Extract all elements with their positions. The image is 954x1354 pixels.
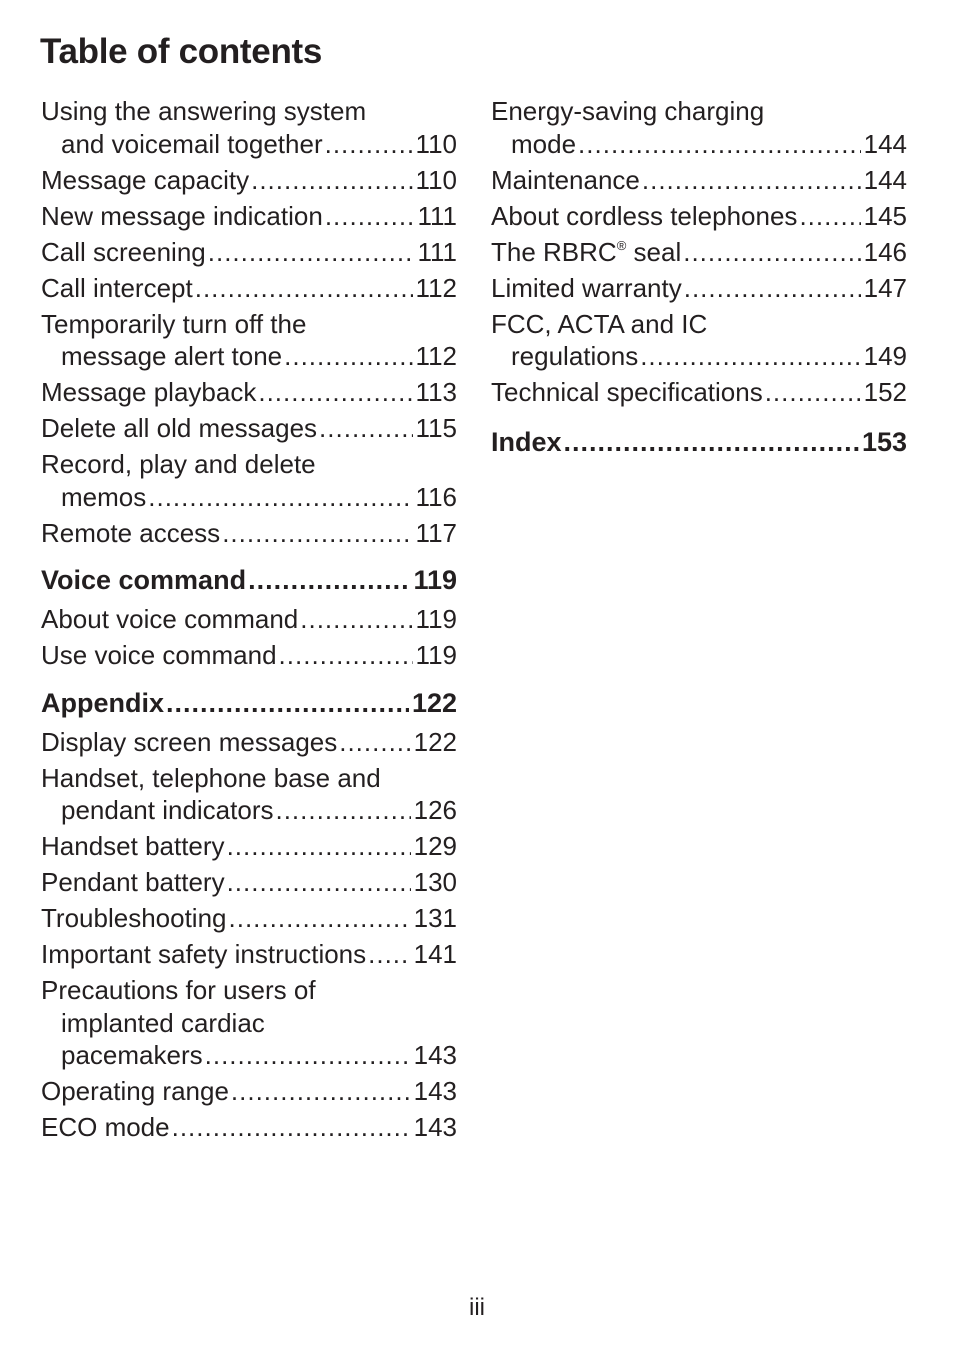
toc-entry-last-line — [41, 1039, 457, 1072]
dot-leader — [300, 603, 412, 636]
toc-entry[interactable] — [491, 236, 907, 269]
toc-entry-label: Call intercept — [41, 272, 193, 303]
toc-entry[interactable] — [41, 830, 457, 863]
registered-mark: ® — [616, 237, 627, 253]
toc-entry-last-line — [41, 376, 457, 409]
toc-entry-page: 143 — [413, 1112, 457, 1142]
toc-entry-label: Delete all old messages — [41, 413, 318, 443]
toc-entry-page: 111 — [417, 236, 457, 267]
toc-section-label: Voice command — [41, 565, 247, 595]
toc-entry-label: pendant indicators — [61, 795, 274, 825]
toc-entry-last-line — [41, 200, 457, 233]
toc-section-page: 119 — [413, 565, 457, 595]
toc-entry-label: Pendant battery — [41, 867, 225, 897]
dot-leader — [208, 236, 415, 269]
toc-entry[interactable] — [41, 603, 457, 636]
toc-entry-page: 152 — [863, 377, 907, 407]
toc-entry-label: ECO mode — [41, 1112, 170, 1142]
toc-entry[interactable] — [41, 164, 457, 197]
dot-leader — [284, 340, 412, 373]
toc-entry-last-line — [41, 1075, 457, 1108]
toc-entry-label: Technical specifications — [491, 377, 763, 407]
dot-leader — [205, 1039, 411, 1072]
toc-entry-last-line — [41, 412, 457, 445]
toc-section-appendix[interactable] — [41, 686, 457, 720]
toc-entry-page: 144 — [863, 164, 907, 195]
toc-entry-label-line: Temporarily turn off the — [41, 308, 307, 339]
toc-entry-page: 117 — [415, 517, 457, 548]
toc-section-label: Appendix — [41, 687, 165, 718]
toc-entry[interactable] — [41, 236, 457, 269]
dot-leader — [195, 272, 413, 305]
toc-entry[interactable] — [491, 164, 907, 197]
toc-section-voice-command[interactable] — [41, 563, 457, 597]
toc-entry[interactable] — [41, 1111, 457, 1144]
toc-entry-label: Troubleshooting — [41, 903, 227, 933]
toc-entry[interactable] — [41, 1075, 457, 1108]
toc-entry[interactable] — [41, 308, 457, 373]
dot-leader — [684, 272, 861, 305]
toc-entry-label: regulations — [511, 341, 639, 371]
toc-entry-page: 112 — [415, 272, 457, 303]
toc-entry[interactable] — [41, 376, 457, 409]
toc-entry-last-line — [41, 236, 457, 269]
toc-entry-label: Call screening — [41, 236, 206, 267]
toc-entry-page: 149 — [863, 341, 907, 371]
dot-leader — [368, 938, 410, 971]
toc-entry-page: 146 — [863, 236, 907, 267]
toc-entry-page: 131 — [413, 903, 457, 933]
toc-entry-last-line — [41, 340, 457, 373]
toc-entry-last-line — [491, 376, 907, 409]
toc-entry[interactable] — [41, 95, 457, 160]
toc-entry-page: 141 — [413, 939, 457, 969]
toc-entry-page: 147 — [863, 272, 907, 303]
toc-entry-page: 129 — [413, 831, 457, 861]
toc-entry-label: Message capacity — [41, 164, 250, 195]
toc-entry-label-line: implanted cardiac — [61, 1007, 265, 1038]
toc-entry-page: 119 — [415, 640, 457, 670]
dot-leader — [222, 517, 412, 550]
toc-entry-label-line: Precautions for users of — [41, 975, 316, 1005]
toc-entry-label-part: seal — [626, 236, 682, 267]
toc-entry-label-line: Energy-saving charging — [491, 96, 765, 126]
toc-entry[interactable] — [41, 762, 457, 827]
toc-entry-last-line — [41, 164, 457, 197]
toc-entry-label: Operating range — [41, 1076, 229, 1106]
toc-section-page: 153 — [861, 426, 907, 457]
toc-group-appendix — [41, 726, 457, 1144]
toc-entry-last-line — [41, 830, 457, 863]
toc-entry[interactable] — [41, 272, 457, 305]
toc-entry-label: Message playback — [41, 377, 257, 407]
toc-entry-page: 122 — [413, 726, 457, 757]
dot-leader — [248, 563, 410, 597]
toc-entry-page: 126 — [413, 795, 457, 825]
page-title: Table of contents — [40, 32, 323, 71]
toc-entry-label-line: Record, play and delete — [41, 449, 316, 479]
toc-entry-last-line — [491, 128, 907, 161]
dot-leader — [642, 164, 861, 197]
dot-leader — [799, 200, 860, 233]
dot-leader — [640, 340, 860, 373]
toc-right-column — [491, 95, 907, 465]
toc-entry[interactable] — [41, 974, 457, 1072]
toc-entry-last-line — [41, 128, 457, 161]
toc-group-answering — [41, 95, 457, 549]
toc-entry-label: About voice command — [41, 604, 299, 634]
dot-leader — [275, 794, 410, 827]
toc-entry-page: 111 — [417, 200, 457, 231]
toc-entry-label-line: Using the answering system — [41, 96, 367, 126]
toc-entry-label: Use voice command — [41, 640, 277, 670]
toc-entry-last-line — [491, 272, 907, 305]
toc-entry-last-line — [41, 726, 457, 759]
toc-entry-label: Remote access — [41, 517, 221, 548]
toc-entry-label: Maintenance — [491, 164, 640, 195]
dot-leader — [258, 376, 412, 409]
dot-leader — [172, 1111, 411, 1144]
toc-entry-label — [491, 236, 681, 269]
dot-leader — [564, 425, 859, 459]
dot-leader — [166, 686, 409, 720]
toc-entry-last-line — [491, 200, 907, 233]
toc-entry-label: pacemakers — [61, 1040, 203, 1070]
toc-entry[interactable] — [41, 412, 457, 445]
dot-leader — [325, 200, 415, 233]
toc-entry[interactable] — [41, 517, 457, 550]
toc-entry-label: New message indication — [41, 200, 323, 231]
dot-leader — [683, 236, 860, 269]
toc-entry-label: memos — [61, 481, 147, 512]
dot-leader — [227, 866, 411, 899]
toc-entry-page: 143 — [413, 1076, 457, 1106]
toc-entry-label: Display screen messages — [41, 726, 338, 757]
toc-entry-page: 115 — [415, 413, 457, 443]
toc-entry[interactable] — [491, 308, 907, 373]
toc-entry-last-line — [41, 639, 457, 672]
toc-entry[interactable] — [41, 448, 457, 513]
toc-entry-page: 145 — [863, 200, 907, 231]
toc-entry-last-line — [491, 164, 907, 197]
toc-left-column — [41, 95, 457, 1147]
toc-entry-label: and voicemail together — [61, 128, 323, 159]
toc-entry-last-line — [41, 866, 457, 899]
dot-leader — [279, 639, 413, 672]
dot-leader — [251, 164, 412, 197]
toc-entry-last-line — [41, 902, 457, 935]
toc-entry-last-line — [41, 272, 457, 305]
toc-entry-label-line: FCC, ACTA and IC — [491, 308, 708, 339]
toc-entry-last-line — [41, 481, 457, 514]
toc-entry-label-part: The RBRC — [491, 236, 617, 267]
toc-group-voice — [41, 603, 457, 672]
toc-group-right — [491, 95, 907, 409]
dot-leader — [229, 902, 411, 935]
toc-entry-page: 110 — [415, 128, 457, 159]
toc-entry-label: mode — [511, 128, 577, 159]
dot-leader — [339, 726, 410, 759]
toc-entry-label: message alert tone — [61, 341, 283, 371]
toc-entry[interactable] — [41, 938, 457, 971]
toc-entry-page: 112 — [415, 341, 457, 371]
toc-entry-page: 143 — [413, 1040, 457, 1070]
dot-leader — [325, 128, 413, 161]
toc-entry[interactable] — [491, 95, 907, 160]
dot-leader — [231, 1075, 411, 1108]
toc-entry[interactable] — [491, 200, 907, 233]
toc-section-label: Index — [491, 426, 562, 457]
toc-entry[interactable] — [491, 376, 907, 409]
toc-entry[interactable] — [491, 272, 907, 305]
dot-leader — [319, 412, 413, 445]
toc-entry-label: Handset battery — [41, 831, 225, 861]
toc-entry-last-line — [41, 1111, 457, 1144]
toc-entry[interactable] — [41, 639, 457, 672]
toc-entry-last-line — [41, 517, 457, 550]
toc-entry[interactable] — [41, 902, 457, 935]
toc-entry-label: Limited warranty — [491, 272, 682, 303]
toc-entry-last-line — [41, 794, 457, 827]
toc-entry-label-line: Handset, telephone base and — [41, 762, 381, 793]
toc-entry-page: 144 — [863, 128, 907, 159]
dot-leader — [765, 376, 861, 409]
toc-entry-page: 110 — [415, 164, 457, 195]
dot-leader — [578, 128, 861, 161]
toc-entry-page: 119 — [415, 604, 457, 634]
toc-section-page: 122 — [411, 687, 457, 718]
toc-entry-page: 113 — [415, 377, 457, 407]
toc-section-index[interactable] — [491, 425, 907, 459]
toc-entry-last-line — [41, 603, 457, 636]
toc-entry[interactable] — [41, 726, 457, 759]
toc-entry-last-line — [41, 938, 457, 971]
dot-leader — [148, 481, 412, 514]
toc-entry-label: About cordless telephones — [491, 200, 798, 231]
toc-entry[interactable] — [41, 200, 457, 233]
dot-leader — [227, 830, 411, 863]
toc-entry-last-line — [491, 236, 907, 269]
toc-entry-label: Important safety instructions — [41, 939, 367, 969]
toc-entry[interactable] — [41, 866, 457, 899]
toc-entry-last-line — [491, 340, 907, 373]
toc-entry-page: 130 — [413, 867, 457, 897]
toc-entry-page: 116 — [415, 481, 457, 512]
page-number: iii — [469, 1294, 485, 1321]
